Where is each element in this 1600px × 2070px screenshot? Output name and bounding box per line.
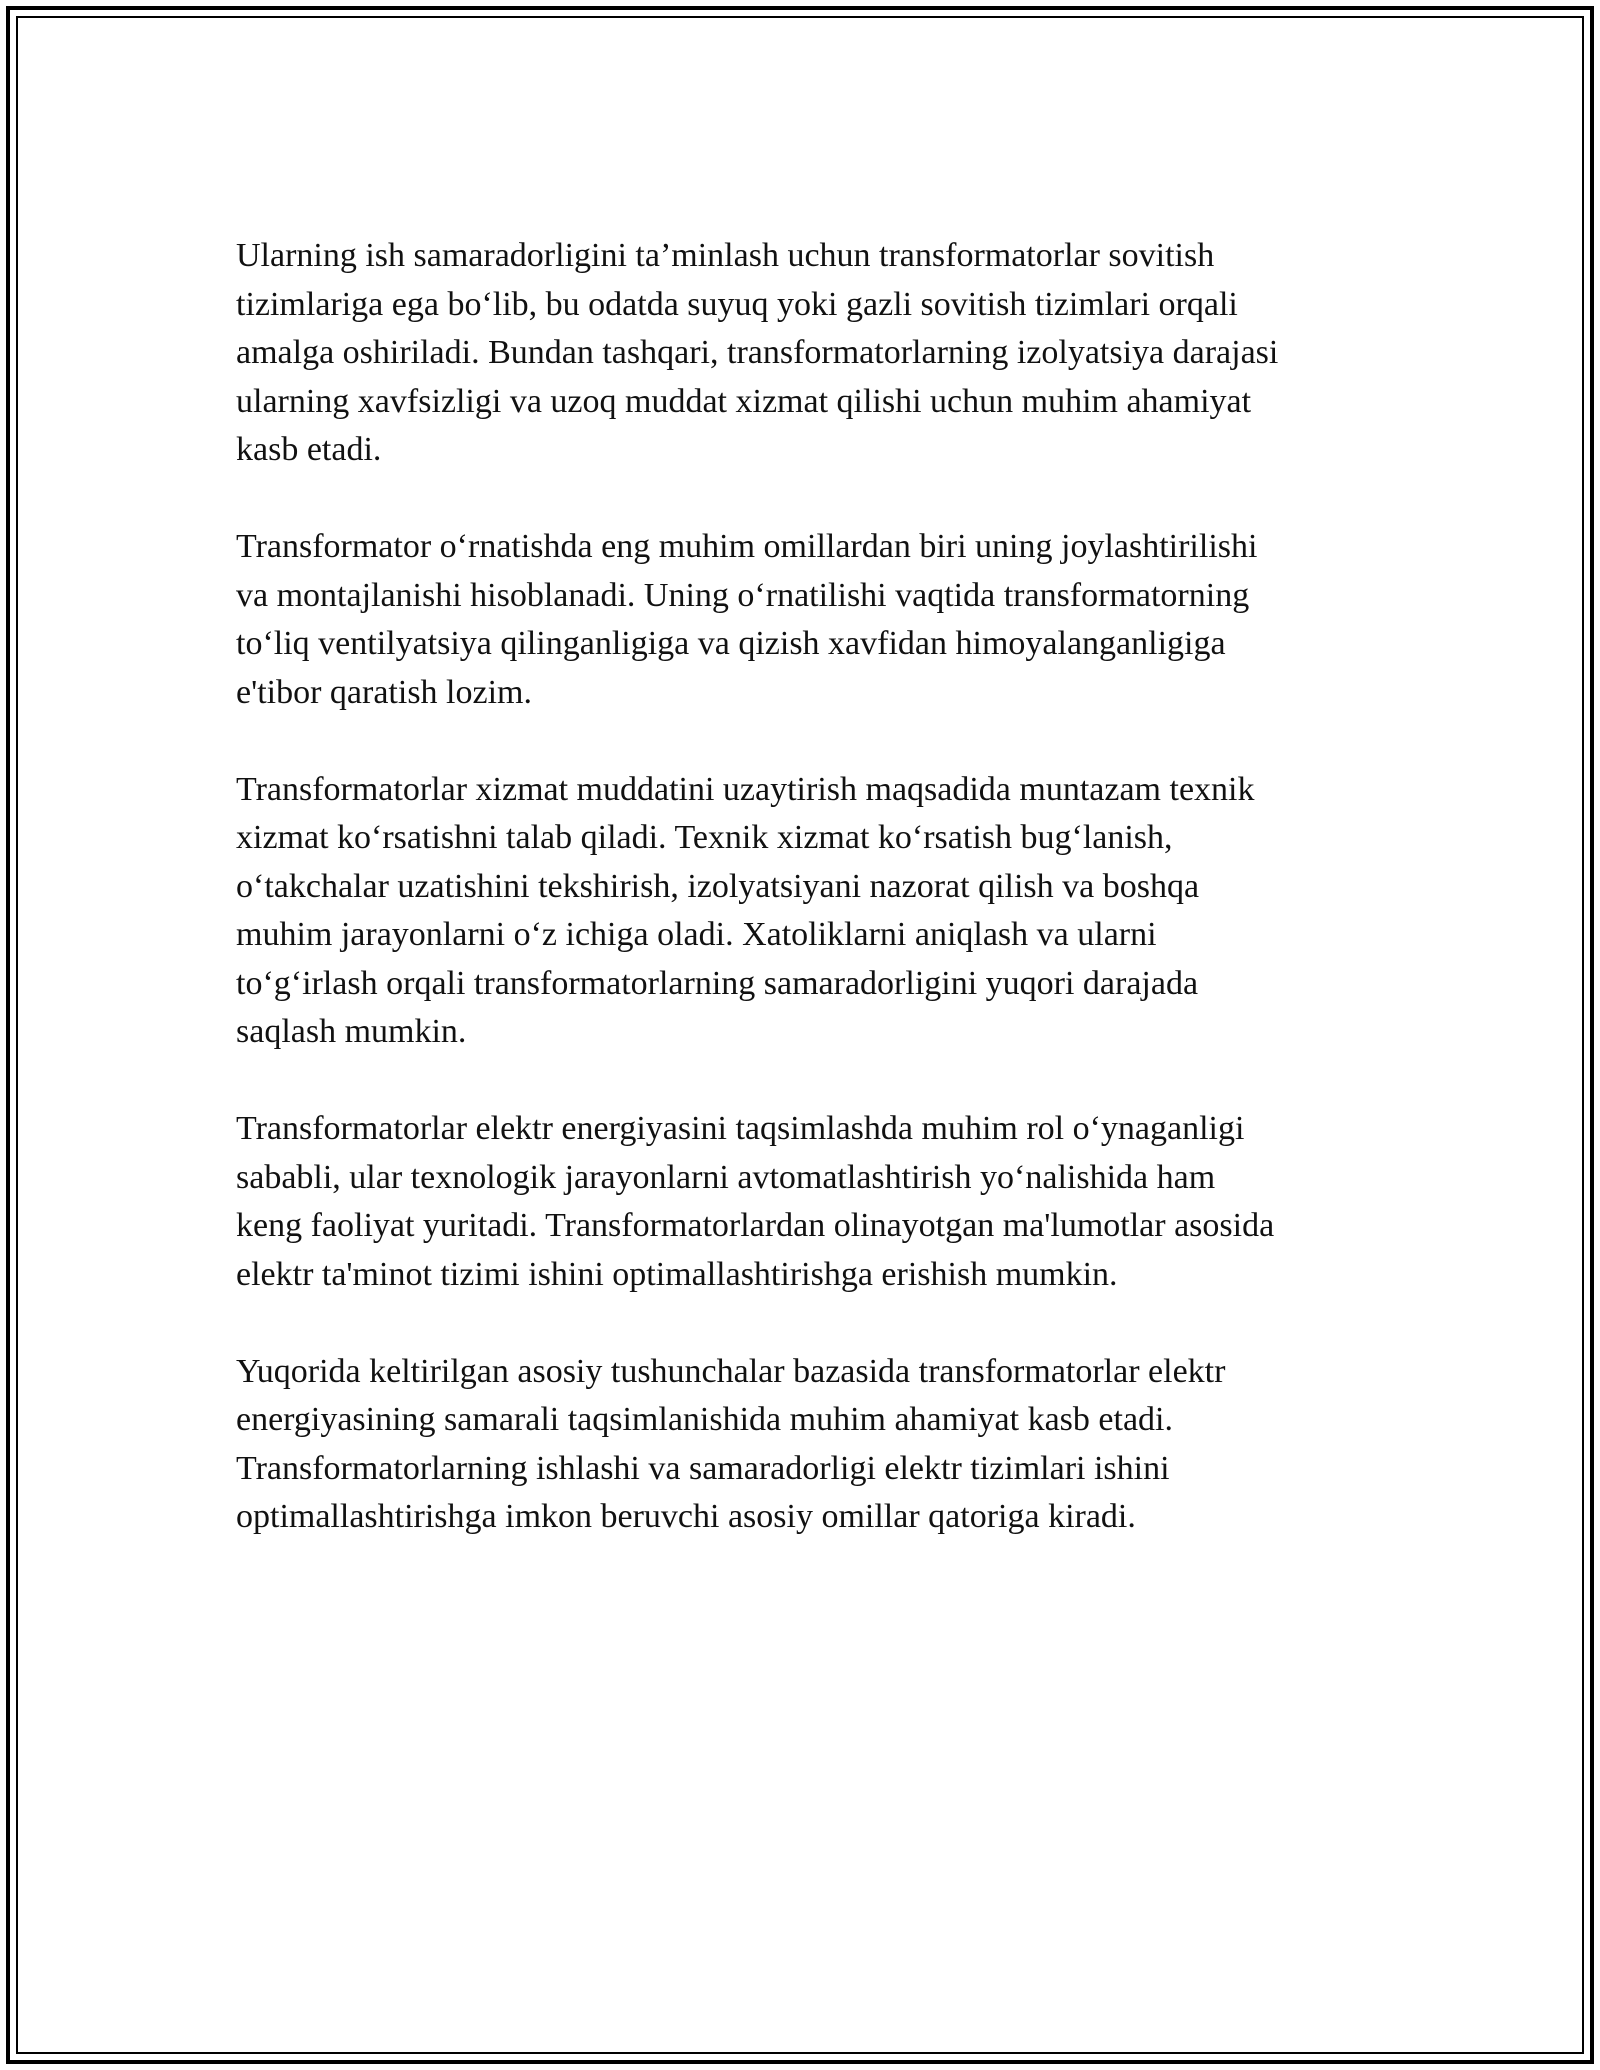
- paragraph-line: to‘g‘irlash orqali transformatorlarning samaradorligini yuqori darajada: [236, 964, 1199, 1002]
- paragraph-line: o‘takchalar uzatishini tekshirish, izolyatsiyani nazorat qilish va boshqa: [236, 867, 1200, 905]
- paragraph-3: [236, 766, 1376, 1057]
- paragraph-line: keng faoliyat yuritadi. Transformatorlardan olinayotgan ma'lumotlar asosida: [236, 1207, 1275, 1244]
- paragraph-line: to‘liq ventilyatsiya qilinganligiga va qizish xavfidan himoyalanganligiga: [236, 625, 1226, 662]
- paragraph-line: Ularning ish samaradorligini ta’minlash uchun transformatorlar sovitish: [236, 237, 1215, 274]
- paragraph-line: amalga oshiriladi. Bundan tashqari, transformatorlarning izolyatsiya darajasi: [236, 334, 1279, 371]
- paragraph-line: sababli, ular texnologik jarayonlarni avtomatlashtirish yo‘nalishida ham: [236, 1158, 1216, 1196]
- paragraph-line: Transformatorlarning ishlashi va samaradorligi elektr tizimlari ishini: [236, 1449, 1170, 1487]
- paragraph-line: xizmat ko‘rsatishni talab qiladi. Texnik xizmat ko‘rsatish bug‘lanish,: [236, 819, 1173, 856]
- paragraph-line: kasb etadi.: [236, 431, 382, 468]
- paragraph-line: saqlash mumkin.: [236, 1013, 467, 1050]
- paragraph-4: [236, 1105, 1376, 1299]
- paragraph-line: Transformatorlar elektr energiyasini taqsimlashda muhim rol o‘ynaganligi: [236, 1110, 1245, 1147]
- paragraph-line: energiyasining samarali taqsimlanishida muhim ahamiyat kasb etadi.: [236, 1401, 1173, 1438]
- paragraph-line: optimallashtirishga imkon beruvchi asosiy omillar qatoriga kiradi.: [236, 1498, 1136, 1535]
- paragraph-line: e'tibor qaratish lozim.: [236, 673, 532, 711]
- paragraph-line: Transformatorlar xizmat muddatini uzaytirish maqsadida muntazam texnik: [236, 770, 1255, 808]
- paragraph-5: [236, 1348, 1376, 1542]
- paragraph-1: [236, 232, 1376, 475]
- paragraph-line: muhim jarayonlarni o‘z ichiga oladi. Xatoliklarni aniqlash va ularni: [236, 916, 1157, 953]
- paragraph-line: ularning xavfsizligi va uzoq muddat xizmat qilishi uchun muhim ahamiyat: [236, 382, 1252, 420]
- paragraph-line: elektr ta'minot tizimi ishini optimallashtirishga erishish mumkin.: [236, 1255, 1118, 1293]
- paragraph-line: Transformator o‘rnatishda eng muhim omillardan biri uning joylashtirilishi: [236, 528, 1258, 565]
- paragraph-2: [236, 523, 1376, 717]
- document-body: [236, 232, 1376, 1590]
- paragraph-line: va montajlanishi hisoblanadi. Uning o‘rnatilishi vaqtida transformatorning: [236, 576, 1250, 614]
- paragraph-line: tizimlariga ega bo‘lib, bu odatda suyuq yoki gazli sovitish tizimlari orqali: [236, 285, 1238, 323]
- paragraph-line: Yuqorida keltirilgan asosiy tushunchalar bazasida transformatorlar elektr: [236, 1352, 1226, 1390]
